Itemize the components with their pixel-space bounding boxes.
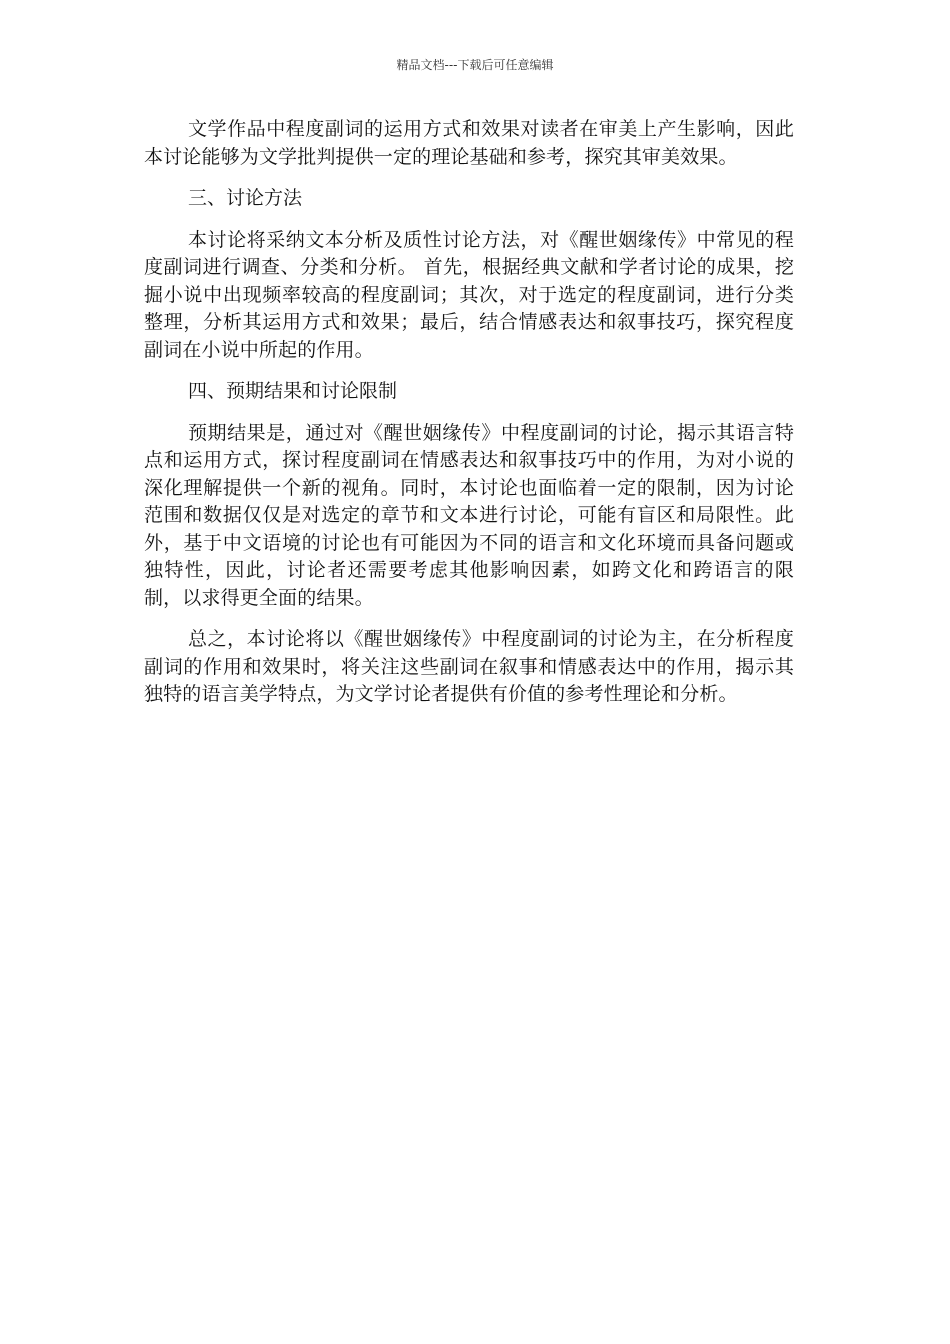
paragraph-conclusion: 总之，本讨论将以《醒世姻缘传》中程度副词的讨论为主，在分析程度副词的作用和效果时，将关注这些副词在叙事和情感表达中的作用，揭示其独特的语言美学特点，为文学讨论者提供有价值的参考性理论和分析。 [144,628,794,705]
page-header: 精品文档---下载后可任意编辑 [396,58,554,72]
document-body [144,116,794,723]
section-heading-methods: 三、讨论方法 [188,187,303,209]
paragraph-aesthetic-significance: 文学作品中程度副词的运用方式和效果对读者在审美上产生影响，因此本讨论能够为文学批判提供一定的理论基础和参考，探究其审美效果。 [144,118,794,168]
paragraph-methods: 本讨论将采纳文本分析及质性讨论方法，对《醒世姻缘传》中常见的程度副词进行调查、分类和分析。 首先，根据经典文献和学者讨论的成果，挖掘小说中出现频率较高的程度副词；其次，对于选定的程度副词，进行分类整理，分析其运用方式和效果；最后，结合情感表达和叙事技巧，探究程度副词在小说中所起的作用。 [144,228,794,361]
paragraph-expected-results: 预期结果是，通过对《醒世姻缘传》中程度副词的讨论，揭示其语言特点和运用方式，探讨程度副词在情感表达和叙事技巧中的作用，为对小说的深化理解提供一个新的视角。同时，本讨论也面临着一定的限制，因为讨论范围和数据仅仅是对选定的章节和文本进行讨论，可能有盲区和局限性。此外，基于中文语境的讨论也有可能因为不同的语言和文化环境而具备问题或独特性，因此，讨论者还需要考虑其他影响因素，如跨文化和跨语言的限制，以求得更全面的结果。 [144,421,794,609]
section-heading-expected-results: 四、预期结果和讨论限制 [188,380,398,402]
